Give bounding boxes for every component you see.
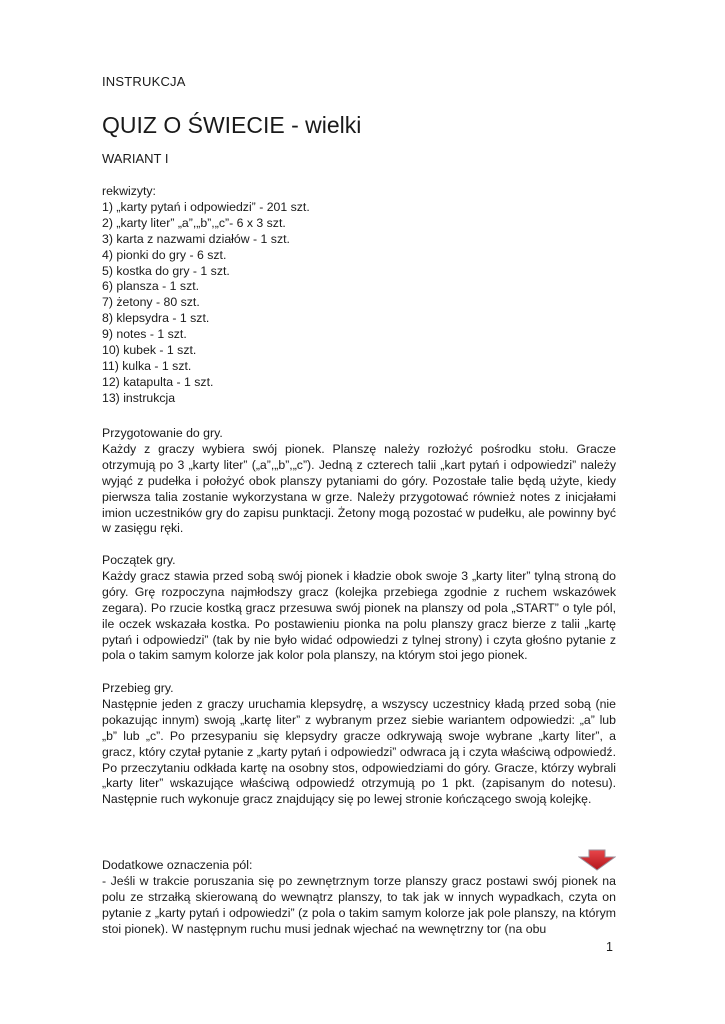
requisites-heading: rekwizyty: [102, 184, 156, 198]
section-body: Każdy z graczy wybiera swój pionek. Planszę należy rozłożyć pośrodku stołu. Gracze otrzymują po 3 „karty liter” („a”,„b”,„c”). Jedną z czterech talii „kart pytań i odpowiedzi” należy wyjąć z pudełka i położyć obok planszy pytaniami do góry. Pozostałe talie będą użyte, kiedy pierwsza talia zostanie wykorzystana w grze. Należy przygotować również notes z inicjałami imion uczestników gry do zapisu punktacji. Żetony mogą pozostać w pudełku, ale powinny być w zasięgu ręki. [102, 441, 616, 536]
section-extra-markings [102, 858, 616, 938]
page-number: 1 [606, 940, 613, 954]
variant-label: WARIANT I [102, 151, 169, 166]
list-item: 12) katapulta - 1 szt. [102, 374, 214, 389]
list-item: 9) notes - 1 szt. [102, 327, 187, 342]
list-item: 10) kubek - 1 szt. [102, 343, 197, 358]
list-item: 11) kulka - 1 szt. [102, 358, 192, 373]
section-heading: Przebieg gry. [102, 681, 174, 695]
section-preparation [102, 426, 616, 537]
list-item: 3) karta z nazwami działów - 1 szt. [102, 231, 290, 246]
list-item: 2) „karty liter” „a”,„b”,„c”- 6 x 3 szt. [102, 215, 286, 230]
document-title: QUIZ O ŚWIECIE - wielki [102, 112, 362, 138]
list-item: 4) pionki do gry - 6 szt. [102, 247, 227, 262]
list-item: 8) klepsydra - 1 szt. [102, 311, 210, 326]
section-game-start [102, 553, 616, 664]
section-heading: Przygotowanie do gry. [102, 426, 223, 440]
document-header: INSTRUKCJA [102, 74, 186, 89]
red-down-arrow-icon [578, 849, 616, 871]
section-body: Każdy gracz stawia przed sobą swój pionek i kładzie obok swoje 3 „karty liter” tylną stroną do góry. Grę rozpoczyna najmłodszy gracz (kolejka przebiega zgodnie z ruchem wskazówek zegara). Po rzucie kostką gracz przesuwa swój pionek na planszy od pola „START” o tyle pól, ile oczek wskazała kostka. Po postawieniu pionka na polu planszy gracz bierze z talii „kartę pytań i odpowiedzi” (tak by nie było widać odpowiedzi z tylnej strony) i czyta głośno pytanie z pola o takim samym kolorze jak kolor pola planszy, na którym stoi jego pionek. [102, 568, 616, 663]
section-heading: Dodatkowe oznaczenia pól: [102, 858, 253, 872]
section-body: - Jeśli w trakcie poruszania się po zewnętrznym torze planszy gracz postawi swój pionek na polu ze strzałką skierowaną do wewnątrz planszy, to tak jak w innych wypadkach, czyta on pytanie z „karty pytań i odpowiedzi” (z pola o takim samym kolorze jak pole planszy, na którym stoi pionek). W następnym ruchu musi jednak wjechać na wewnętrzny tor (na obu [102, 873, 616, 936]
section-body: Następnie jeden z graczy uruchamia klepsydrę, a wszyscy uczestnicy kładą przed sobą (nie pokazując innym) swoją „kartę liter” z wybranym przez siebie wariantem odpowiedzi: „a” lub „b” lub „c”. Po przesypaniu się klepsydry gracze odkrywają swoje wybrane „karty liter”, a gracz, który czytał pytanie z „karty pytań i odpowiedzi” odwraca ją i czyta właściwą odpowiedź. Po przeczytaniu odkłada kartę na osobny stos, odpowiedziami do góry. Gracze, którzy wybrali „karty liter” wskazujące właściwą odpowiedź otrzymują po 1 pkt. (zapisanym do notesu). Następnie ruch wykonuje gracz znajdujący się po lewej stronie kończącego swoją kolejkę. [102, 696, 616, 807]
list-item: 13) instrukcja [102, 390, 176, 405]
list-item: 7) żetony - 80 szt. [102, 295, 200, 310]
list-item: 1) „karty pytań i odpowiedzi” - 201 szt. [102, 199, 310, 214]
section-game-course [102, 681, 616, 808]
list-item: 5) kostka do gry - 1 szt. [102, 263, 230, 278]
requisites-list [102, 184, 310, 407]
list-item: 6) plansza - 1 szt. [102, 279, 200, 294]
section-heading: Początek gry. [102, 553, 176, 567]
